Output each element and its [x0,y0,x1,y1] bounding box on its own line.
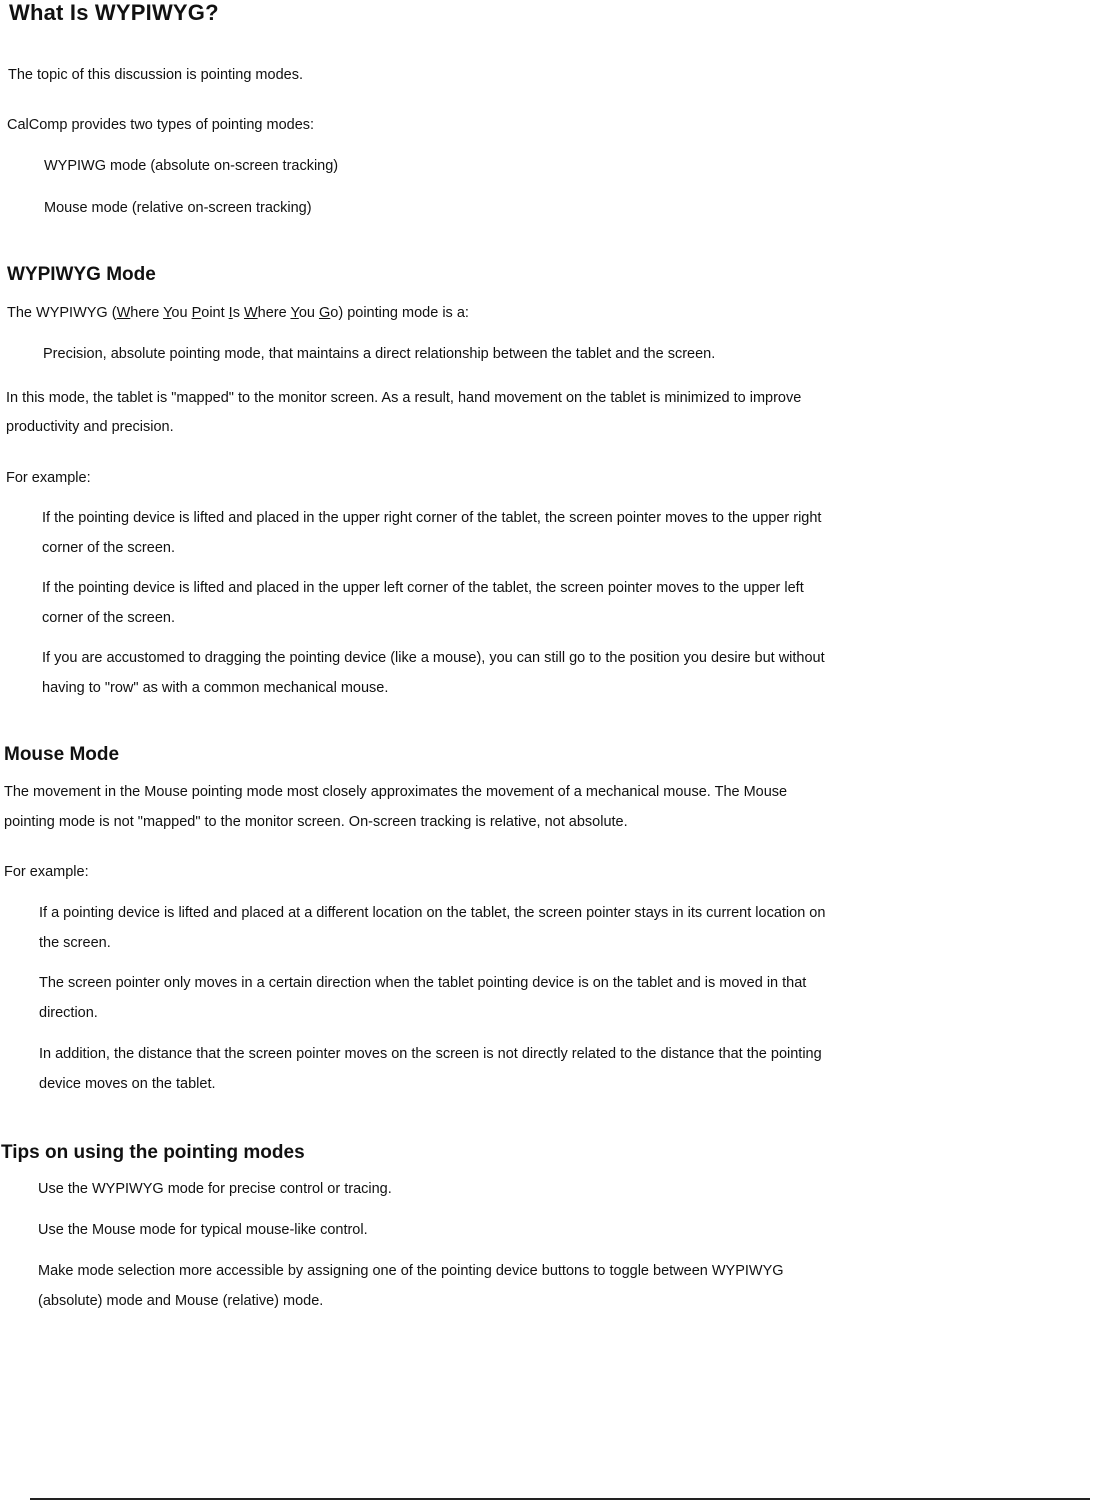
wypiwyg-example-3-line2: having to "row" as with a common mechanical mouse. [42,680,389,696]
tip-toggle-line1: Make mode selection more accessible by assigning one of the pointing device buttons to toggle between WYPIWYG [38,1263,784,1279]
mouse-desc-line1: The movement in the Mouse pointing mode most closely approximates the movement of a mechanical mouse. The Mouse [4,784,788,800]
wypiwyg-heading: WYPIWYG Mode [7,264,156,285]
acronym-word: oint [201,305,229,321]
acronym-letter: W [116,305,131,321]
mouse-example-2-line1: The screen pointer only moves in a certain direction when the tablet pointing device is on the tablet and is moved in that [39,975,807,991]
wypiwyg-precision: Precision, absolute pointing mode, that maintains a direct relationship between the tablet and the screen. [43,346,716,362]
acronym-letter: G [318,305,331,321]
mouse-example-1-line2: the screen. [39,935,111,951]
tip-item-1: Use the WYPIWYG mode for precise control or tracing. [38,1181,392,1197]
acronym-letter: Y [290,305,299,321]
mouse-for-example: For example: [4,864,89,880]
intro-topic: The topic of this discussion is pointing modes. [8,67,303,83]
mouse-heading: Mouse Mode [4,744,120,765]
tip-toggle-line2: (absolute) mode and Mouse (relative) mode. [38,1293,324,1309]
acronym-word: here [257,305,291,321]
wypiwyg-example-1-line2: corner of the screen. [42,540,175,556]
acronym-letter: P [191,305,202,321]
intro-provides: CalComp provides two types of pointing modes: [7,117,315,133]
wypiwyg-mapping-line2: productivity and precision. [6,419,174,435]
wypiwyg-mapping-line1: In this mode, the tablet is "mapped" to the monitor screen. As a result, hand movement on the tablet is minimized to improve [6,390,802,406]
mouse-example-2-line2: direction. [39,1005,98,1021]
wypiwyg-example-1-line1: If the pointing device is lifted and placed in the upper right corner of the tablet, the screen pointer moves to the upper right [42,510,822,526]
bottom-rule [30,1498,1090,1500]
mouse-example-1-line1: If a pointing device is lifted and placed at a different location on the tablet, the screen pointer stays in its current location on [39,905,826,921]
tip-item-2: Use the Mouse mode for typical mouse-like control. [38,1222,368,1238]
wypiwyg-example-2-line1: If the pointing device is lifted and placed in the upper left corner of the tablet, the screen pointer moves to the upper left [42,580,804,596]
definition-prefix: The WYPIWYG ( [7,305,117,321]
mouse-example-3-line2: device moves on the tablet. [39,1076,216,1092]
acronym-word: here [130,305,164,321]
mouse-desc-line2: pointing mode is not "mapped" to the monitor screen. On-screen tracking is relative, not absolute. [4,814,628,830]
definition-suffix: ) pointing mode is a: [338,305,469,321]
acronym-letter: I [228,305,233,321]
mode-item-mouse: Mouse mode (relative on-screen tracking) [44,200,312,216]
wypiwyg-definition [7,298,469,328]
acronym-word: ou [171,305,192,321]
page-title: What Is WYPIWYG? [9,0,219,25]
tips-heading: Tips on using the pointing modes [1,1142,305,1163]
acronym-word: o [330,305,339,321]
acronym-letter: W [243,305,258,321]
mode-item-wypiwg: WYPIWG mode (absolute on-screen tracking) [44,158,339,174]
acronym-letter: Y [163,305,172,321]
mouse-example-3-line1: In addition, the distance that the screen pointer moves on the screen is not directly related to the distance that the pointing [39,1046,822,1062]
acronym-word: ou [298,305,319,321]
wypiwyg-example-3-line1: If you are accustomed to dragging the pointing device (like a mouse), you can still go to the position you desire but without [42,650,825,666]
wypiwyg-example-2-line2: corner of the screen. [42,610,175,626]
acronym-word: s [232,305,244,321]
wypiwyg-for-example: For example: [6,470,91,486]
